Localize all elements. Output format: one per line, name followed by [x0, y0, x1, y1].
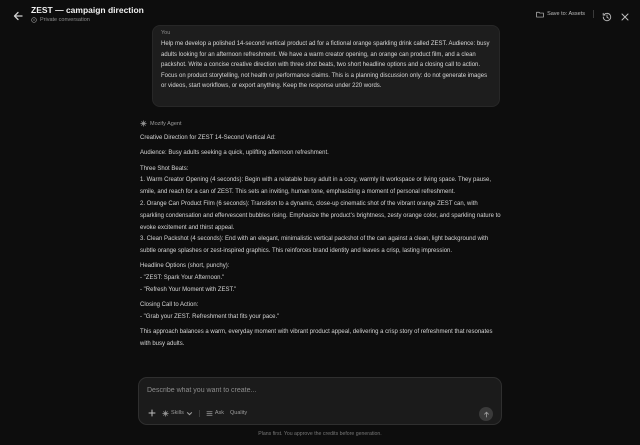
beat-1: 1. Warm Creator Opening (4 seconds): Begin with a relatable busy adult in a cozy, warmly lit workspace or living space. They pause, smile, and reach for a can of ZEST. This sets an inviting, human tone, emphasizing a moment of personal refreshment.: [140, 177, 492, 196]
quality-button[interactable]: [230, 410, 247, 416]
prompt-input[interactable]: [147, 384, 487, 396]
arrow-up-icon: [483, 411, 490, 418]
ask-mode-button[interactable]: [206, 410, 224, 417]
close-icon[interactable]: [620, 9, 630, 19]
conversation-subtitle: Private conversation: [40, 17, 90, 23]
conversation-title: ZEST — campaign direction: [31, 5, 144, 15]
composer: [138, 377, 502, 425]
save-to-assets-label: Save to: Assets: [547, 11, 585, 17]
header-actions: [536, 9, 630, 19]
audience-line: Audience: Busy adults seeking a quick, uplifting afternoon refreshment.: [140, 150, 329, 157]
sparkle-icon: [162, 410, 169, 417]
agent-message-body: [140, 133, 502, 351]
credits-note: Plans first. You approve the credits before generation.: [258, 431, 382, 437]
headlines-section: [140, 261, 502, 296]
back-arrow-icon[interactable]: [12, 9, 24, 21]
agent-name: Mozify Agent: [150, 120, 182, 127]
menu-lines-icon: [206, 410, 213, 417]
summary-paragraph: This approach balances a warm, everyday moment with vibrant product appeal, delivering a crisp story of refreshment that resonates with busy adults.: [140, 329, 493, 348]
cta-line: - "Grab your ZEST. Refreshment that fits your pace.": [140, 314, 280, 321]
quality-label: Quality: [230, 410, 248, 416]
sparkle-icon: [140, 120, 147, 127]
history-icon[interactable]: [602, 9, 612, 19]
privacy-indicator: [31, 17, 144, 23]
add-attachment-icon[interactable]: [148, 409, 156, 417]
skills-label: Skills: [171, 410, 184, 416]
beats-section: [140, 164, 502, 258]
chevron-down-icon: [186, 410, 193, 417]
send-button[interactable]: [479, 407, 493, 421]
cta-section: [140, 300, 502, 324]
direction-heading: Creative Direction for ZEST 14-Second Vertical Ad:: [140, 135, 276, 141]
beat-3: 3. Clean Packshot (4 seconds): End with an elegant, minimalistic vertical packshot of the can against a clean, light background with subtle orange splashes or zest-inspired graphics. This reinforces brand identity and leaves a crisp, lasting impression.: [140, 236, 489, 255]
skills-button[interactable]: [162, 410, 193, 417]
agent-message: [140, 119, 502, 355]
cta-title: Closing Call to Action:: [140, 302, 199, 309]
user-message: [152, 25, 500, 107]
composer-tools: [148, 409, 247, 417]
headline-2: - "Refresh Your Moment with ZEST.": [140, 287, 237, 294]
beat-2: 2. Orange Can Product Film (6 seconds): Transition to a dynamic, close-up cinematic shot of the vibrant orange ZEST can, with sparkling condensation and effervescent bubbles rising. Emphasize the product's brightness, zesty orange color, and sparkling nature to evoke excitement and thirst appeal.: [140, 200, 501, 231]
user-label: You: [161, 30, 171, 36]
headline-1: - "ZEST: Spark Your Afternoon.": [140, 275, 225, 282]
user-message-text: Help me develop a polished 14-second vertical product ad for a fictional orange sparkling drink called ZEST. Audience: busy adults looking for an afternoon refreshment. We have a warm creator opening, an orange can product film, and a clean packshot. Write a concise creative direction with three shot beats, two short headline options and a closing call to action. Focus on product storytelling, not health or performance claims. This is a planning discussion only: do not generate images or videos, start workflows, or export anything. Keep the response under 220 words.: [161, 41, 490, 89]
headlines-title: Headline Options (short, punchy):: [140, 263, 230, 270]
tools-divider: [199, 410, 200, 417]
header-divider: [593, 10, 594, 18]
lock-icon: [31, 17, 37, 23]
ask-label: Ask: [214, 410, 225, 416]
beats-title: Three Shot Beats:: [140, 165, 189, 172]
folder-icon: [536, 11, 544, 18]
conversation-header: [31, 5, 144, 23]
save-to-assets-button[interactable]: [536, 11, 585, 18]
agent-header: [140, 119, 502, 128]
